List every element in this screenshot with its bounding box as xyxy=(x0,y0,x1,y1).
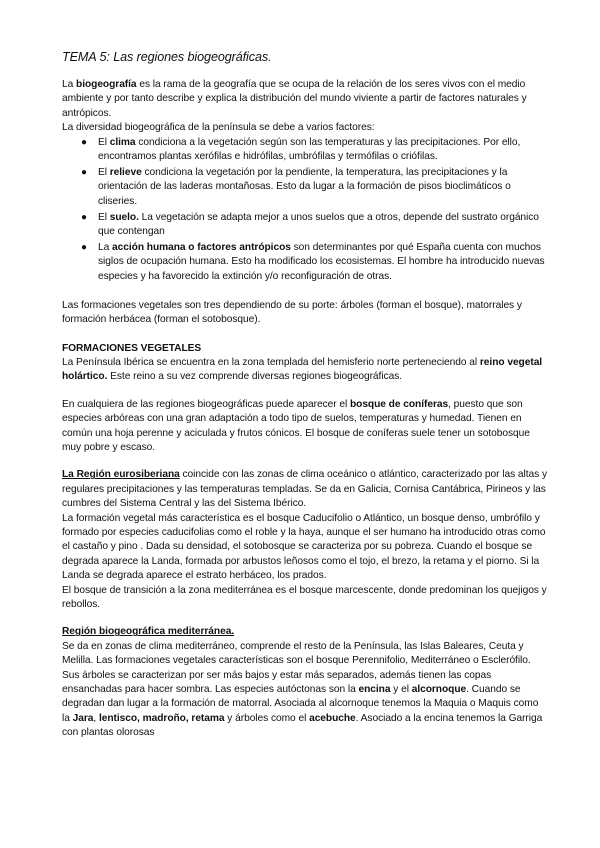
factor-item-relieve: ● El relieve condiciona la vegetación por la pendiente, la temperatura, las precipitaciones y la orientación de las laderas montañosas. Esto da lugar a la formación de pisos bioclimáticos o cliseries. xyxy=(81,166,511,207)
formaciones-paragraph-2: En cualquiera de las regiones biogeográficas puede aparecer el bosque de coníferas, puesto que son especies arbóreas con una gran adaptación a todo tipo de suelos, temperaturas y humedad. Tienen en común una hoja perenne y aciculada y frutos cónicos. El bosque de coníferas suele tener un sotobosque muy pobre y escaso. xyxy=(62,398,530,453)
bullet-icon: ● xyxy=(81,136,87,148)
formations-intro-paragraph: Las formaciones vegetales son tres dependiendo de su porte: árboles (forman el bosque), matorrales y formación herbácea (forman el sotobosque). xyxy=(62,299,522,326)
document-title: TEMA 5: Las regiones biogeográficas. xyxy=(62,50,272,64)
spacer xyxy=(62,385,548,398)
eurosiberiana-paragraph-3: El bosque de transición a la zona mediterránea es el bosque marcescente, donde predominan los quejigos y rebollos. xyxy=(62,584,547,610)
section-heading-eurosiberiana: La Región eurosiberiana xyxy=(62,469,180,481)
factor-item-clima: ● El clima condiciona a la vegetación según son las temperaturas y las precipitaciones. Por ello, encontramos plantas xerófilas e hidrófilas, umbrófilas y termófilas o criófilas. xyxy=(81,136,521,163)
spacer xyxy=(62,328,548,342)
bullet-icon: ● xyxy=(81,241,87,253)
factor-item-accion-humana: ● La acción humana o factores antrópicos son determinantes por qué España cuenta con muchos siglos de ocupación humana. Esto ha modificado los ecosistemas. El hombre ha introducido nuevas especies y ha favorecido la extinción y/o reconfiguración de otras. xyxy=(81,241,545,282)
eurosiberiana-paragraph-1: La Región eurosiberiana coincide con las zonas de clima oceánico o atlántico, caracterizado por las altas y regulares precipitaciones y las temperaturas templadas. Se da en Galicia, Cornisa Cantábrica, Pirineos y las cumbres del Sistema Central y las del Sistema Ibérico. xyxy=(62,469,548,510)
spacer xyxy=(62,612,548,625)
bullet-icon: ● xyxy=(81,211,87,223)
formaciones-paragraph-1: La Península Ibérica se encuentra en la zona templada del hemisferio norte perteneciendo al reino vegetal holártico. Este reino a su vez comprende diversas regiones biogeográficas. xyxy=(62,356,543,383)
factors-intro: La diversidad biogeográfica de la península se debe a varios factores: xyxy=(62,122,375,134)
section-heading-mediterranea: Región biogeográfica mediterránea. xyxy=(62,626,235,638)
spacer xyxy=(62,455,548,468)
document-page xyxy=(62,50,548,741)
mediterranea-paragraph-1: Se da en zonas de clima mediterráneo, comprende el resto de la Península, las Islas Baleares, Ceuta y Melilla. Las formaciones vegetales características son el bosque Perennifolio, Mediterráneo o Esclerófilo. Sus árboles se caracterizan por ser más bajos y estar más separados, además tienen las copas ensanchadas para hacer sombra. Las especies autóctonas son la encina y el alcornoque. Cuando se degradan dan lugar a la formación de matorral. Asociada al alcornoque tenemos la Maquia o Maquis como la Jara, lentisco, madroño, retama y árboles como el acebuche. Asociado a la encina tenemos la Garriga con plantas olorosas xyxy=(62,640,543,739)
term-biogeografia: biogeografía xyxy=(76,79,137,90)
factor-item-suelo: ● El suelo. La vegetación se adapta mejor a unos suelos que a otros, depende del sustrato orgánico que contengan xyxy=(81,211,539,238)
spacer xyxy=(62,286,548,299)
section-heading-formaciones: FORMACIONES VEGETALES xyxy=(62,342,202,354)
eurosiberiana-paragraph-2: La formación vegetal más característica es el bosque Caducifolio o Atlántico, un bosque denso, umbrófilo y formado por especies caducifolias como el roble y la haya, aunque el ser humano ha introducido otras como el castaño y pino . Dada su densidad, el sotobosque se caracteriza por su pobreza. Cuando el bosque se degrada aparece la Landa, formada por arbustos leñosos como el tojo, el brezo, la retama y el piorno. Si la Landa se degrada aparece el estrato herbáceo, los prados. xyxy=(62,512,546,582)
intro-paragraph: La biogeografía es la rama de la geografía que se ocupa de la relación de los seres vivos con el medio ambiente y por tanto describe y explica la distribución del mundo viviente a partir de factores naturales y antrópicos. xyxy=(62,79,527,119)
factors-list xyxy=(62,136,548,285)
bullet-icon: ● xyxy=(81,166,87,178)
